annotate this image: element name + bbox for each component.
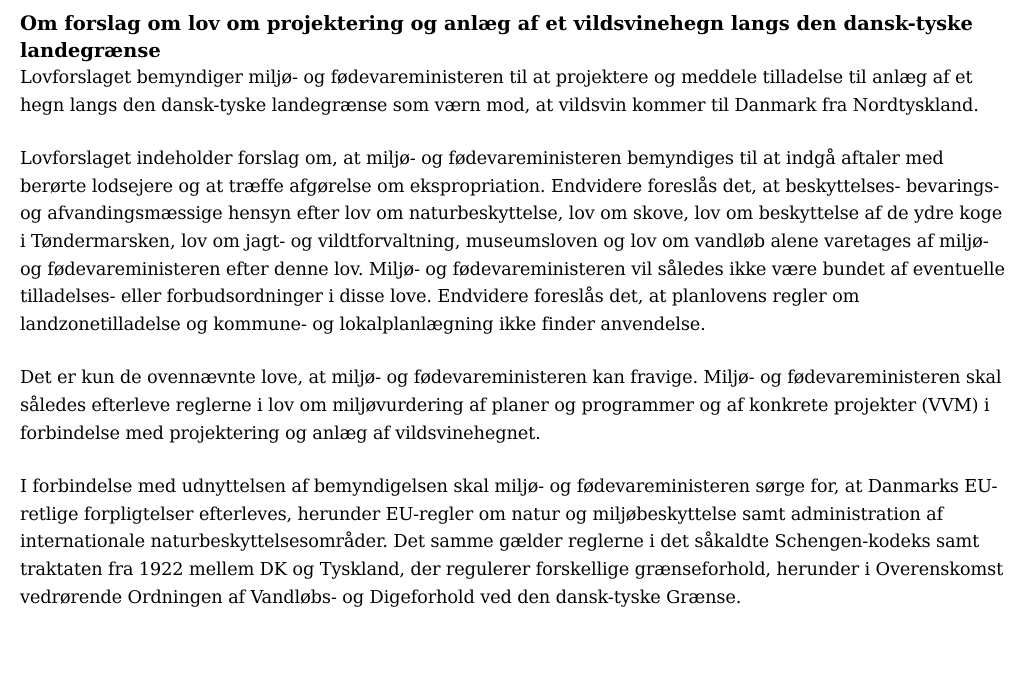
paragraph-2: Lovforslaget indeholder forslag om, at miljø- og fødevareministeren bemyndiges til at indgå aftaler med berørte lodsejere og at træffe afgørelse om ekspropriation. Endvidere foreslås det, at beskyttelses- bevarings- og afvandingsmæssige hensyn efter lov om naturbeskyttelse, lov om skove, lov om beskyttelse af de ydre koge i Tøndermarsken, lov om jagt- og vildtforvaltning, museumsloven og lov om vandløb alene varetages af miljø- og fødevareministeren efter denne lov. Miljø- og fødevareministeren vil således ikke være bundet af eventuelle tilladelses- eller forbudsordninger i disse love. Endvidere foreslås det, at planlovens regler om landzonetilladelse og kommune- og lokalplanlægning ikke finder anvendelse. xyxy=(20,148,1005,335)
paragraph-1: Lovforslaget bemyndiger miljø- og fødevareministeren til at projektere og meddele tilladelse til anlæg af et hegn langs den dansk-tyske landegrænse som værn mod, at vildsvin kommer til Danmark fra Nordtyskland. xyxy=(20,67,979,116)
paragraph-4: I forbindelse med udnyttelsen af bemyndigelsen skal miljø- og fødevareministeren sørge for, at Danmarks EU-retlige forpligtelser efterleves, herunder EU-regler om natur og miljøbeskyttelse samt administration af internationale naturbeskyttelsesområder. Det samme gælder reglerne i det såkaldte Schengen-kodeks samt traktaten fra 1922 mellem DK og Tyskland, der regulerer forskellige grænseforhold, herunder i Overenskomst vedrørende Ordningen af Vandløbs- og Digeforhold ved den dansk-tyske Grænse. xyxy=(20,476,1004,608)
document-page xyxy=(20,10,1006,637)
document-title: Om forslag om lov om projektering og anlæg af et vildsvinehegn langs den dansk-tyske landegrænse xyxy=(20,12,973,62)
paragraph-3: Det er kun de ovennævnte love, at miljø- og fødevareministeren kan fravige. Miljø- og fødevareministeren skal således efterleve reglerne i lov om miljøvurdering af planer og programmer og af konkrete projekter (VVM) i forbindelse med projektering og anlæg af vildsvinehegnet. xyxy=(20,367,1002,444)
